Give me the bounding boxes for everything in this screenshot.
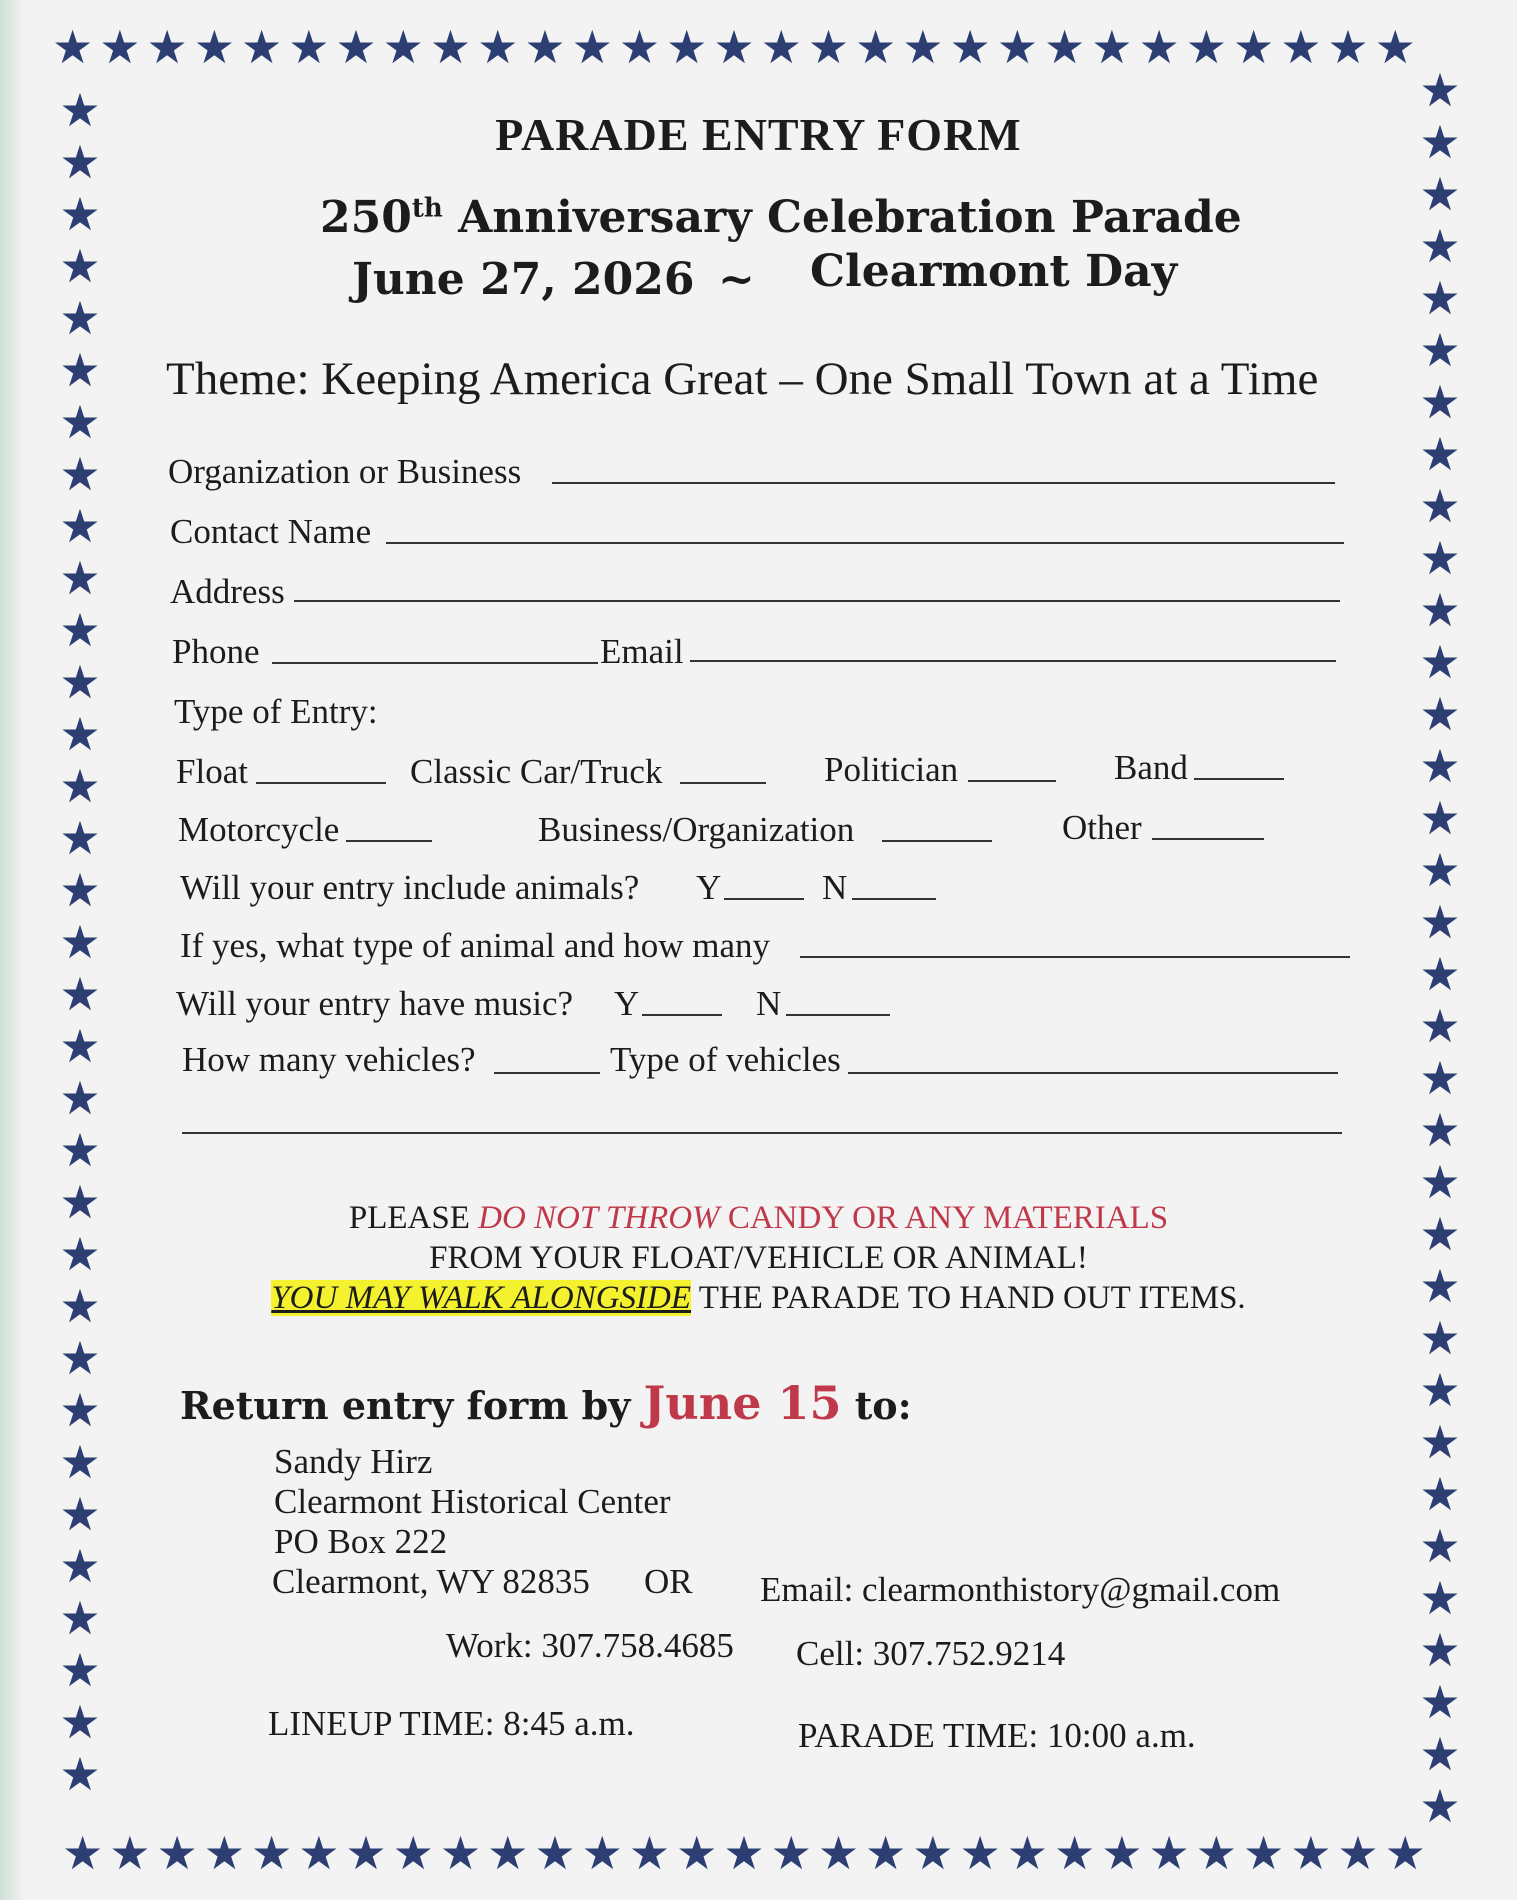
politician-input-line[interactable] <box>968 780 1056 782</box>
motorcycle-input-line[interactable] <box>346 840 432 842</box>
event-day: Clearmont Day <box>810 246 1178 297</box>
classic-car-input-line[interactable] <box>680 782 766 784</box>
organization-label: Organization or Business <box>168 452 522 491</box>
organization-input-line[interactable] <box>552 482 1335 484</box>
music-question: Will your entry have music? <box>176 984 574 1023</box>
politician-label: Politician <box>824 750 959 789</box>
star-border-top: ★★★★★★★★★★★★★★★★★★★★★★★★★★★★★ <box>52 24 1422 70</box>
music-no-input-line[interactable] <box>786 1014 890 1016</box>
return-prefix: Return entry form by <box>180 1383 631 1428</box>
return-suffix: to: <box>854 1383 912 1428</box>
band-label: Band <box>1114 748 1188 787</box>
parade-time: PARADE TIME: 10:00 a.m. <box>798 1716 1196 1755</box>
music-yes-input-line[interactable] <box>642 1014 722 1016</box>
animals-question: Will your entry include animals? <box>180 868 640 907</box>
motorcycle-label: Motorcycle <box>178 810 340 849</box>
animals-no-input-line[interactable] <box>852 898 936 900</box>
notice-candy: CANDY OR ANY MATERIALS <box>727 1200 1169 1236</box>
notice-hand-out: THE PARADE TO HAND OUT ITEMS. <box>698 1280 1246 1316</box>
address-label: Address <box>170 572 285 611</box>
float-label: Float <box>176 752 248 791</box>
email-label: Email <box>600 632 684 671</box>
band-input-line[interactable] <box>1194 778 1284 780</box>
lineup-time: LINEUP TIME: 8:45 a.m. <box>268 1704 635 1743</box>
form-title: PARADE ENTRY FORM <box>495 109 1022 160</box>
music-yes-label: Y <box>614 984 640 1023</box>
contact-cell-phone: Cell: 307.752.9214 <box>796 1634 1066 1673</box>
anniversary-number: 250 <box>320 192 412 243</box>
vehicle-type-label: Type of vehicles <box>610 1040 841 1079</box>
anniversary-suffix: th <box>411 193 443 224</box>
phone-label: Phone <box>172 632 260 671</box>
contact-city: Clearmont, WY 82835 <box>272 1562 590 1601</box>
contact-email[interactable]: Email: clearmonthistory@gmail.com <box>760 1570 1281 1609</box>
notice-line-3 <box>0 1280 1517 1317</box>
star-border-right: ★★★★★★★★★★★★★★★★★★★★★★★★★★★★★★★★★★ <box>1419 64 1461 1833</box>
float-input-line[interactable] <box>256 782 386 784</box>
other-input-line[interactable] <box>1152 838 1264 840</box>
contact-po-box: PO Box 222 <box>274 1522 448 1561</box>
date-separator: ~ <box>718 254 755 305</box>
extra-input-line[interactable] <box>182 1132 1342 1134</box>
contact-work-phone: Work: 307.758.4685 <box>446 1626 734 1665</box>
contact-organization: Clearmont Historical Center <box>274 1482 671 1521</box>
other-label: Other <box>1062 808 1142 847</box>
animals-no-label: N <box>822 868 848 907</box>
notice-please: PLEASE <box>348 1200 470 1236</box>
vehicle-type-input-line[interactable] <box>848 1072 1338 1074</box>
music-no-label: N <box>756 984 782 1023</box>
phone-input-line[interactable] <box>272 662 598 664</box>
business-org-label: Business/Organization <box>538 810 855 849</box>
notice-line-1 <box>0 1200 1517 1237</box>
address-input-line[interactable] <box>294 600 1340 602</box>
return-heading <box>180 1376 912 1430</box>
notice-do-not-throw: DO NOT THROW <box>478 1200 720 1236</box>
animal-type-input-line[interactable] <box>800 956 1350 958</box>
email-input-line[interactable] <box>690 660 1336 662</box>
notice-walk-alongside: YOU MAY WALK ALONGSIDE <box>271 1280 692 1316</box>
contact-or: OR <box>644 1562 693 1601</box>
vehicles-count-input-line[interactable] <box>494 1072 600 1074</box>
return-deadline: June 15 <box>643 1376 842 1430</box>
type-of-entry-label: Type of Entry: <box>174 692 378 731</box>
contact-label: Contact Name <box>170 512 372 551</box>
anniversary-text: Anniversary Celebration Parade <box>458 192 1242 243</box>
contact-person: Sandy Hirz <box>274 1442 433 1481</box>
parade-theme: Theme: Keeping America Great – One Small Town at a Time <box>166 353 1319 405</box>
business-org-input-line[interactable] <box>882 840 992 842</box>
contact-input-line[interactable] <box>386 542 1344 544</box>
star-border-left: ★★★★★★★★★★★★★★★★★★★★★★★★★★★★★★★★★ <box>59 84 101 1801</box>
vehicles-question: How many vehicles? <box>182 1040 476 1079</box>
event-subtitle <box>320 192 1242 243</box>
animal-type-question: If yes, what type of animal and how many <box>180 926 770 965</box>
notice-line-2: FROM YOUR FLOAT/VEHICLE OR ANIMAL! <box>429 1240 1088 1276</box>
star-border-bottom: ★★★★★★★★★★★★★★★★★★★★★★★★★★★★★ <box>62 1830 1432 1876</box>
event-date: June 27, 2026 <box>352 254 695 305</box>
animals-yes-input-line[interactable] <box>724 898 804 900</box>
classic-car-label: Classic Car/Truck <box>410 752 663 791</box>
animals-yes-label: Y <box>696 868 722 907</box>
